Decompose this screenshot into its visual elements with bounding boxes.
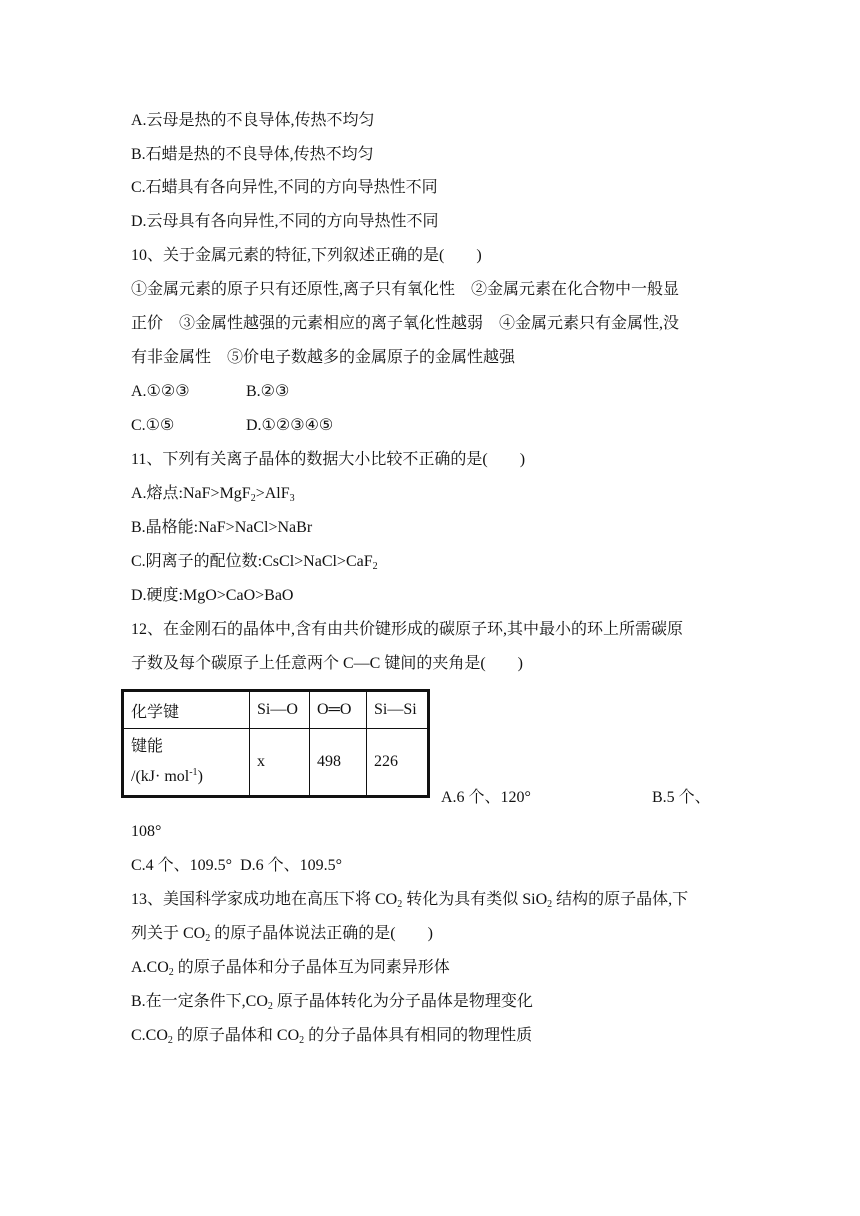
q12-stem-line: 12、在金刚石的晶体中,含有由共价键形成的碳原子环,其中最小的环上所需碳原 xyxy=(131,621,684,638)
q10-statement-line: ①金属元素的原子只有还原性,离子只有氧化性 ②金属元素在化合物中一般显 xyxy=(131,281,680,298)
q9-option-d: D.云母具有各向异性,不同的方向导热性不同 xyxy=(131,213,439,230)
table-row xyxy=(123,729,429,797)
bond-energy-table xyxy=(121,689,430,798)
q10-option-b: B.②③ xyxy=(246,383,290,400)
q12-option-b: B.5 个、 xyxy=(652,789,711,806)
table-cell: 226 xyxy=(367,729,429,797)
table-cell: 498 xyxy=(310,729,367,797)
table-header-cell: O═O xyxy=(310,691,367,729)
table-header-cell: Si—O xyxy=(250,691,310,729)
table-header-cell: 化学键 xyxy=(123,691,250,729)
q13-option-c: $C.CO_2$ 的原子晶体和 $CO_2$ 的分子晶体具有相同的物理性质 xyxy=(131,1027,533,1046)
q9-option-a: A.云母是热的不良导体,传热不均匀 xyxy=(131,112,375,129)
q10-option-d: D.①②③④⑤ xyxy=(246,417,334,434)
row-label-line: 键能 xyxy=(131,738,164,755)
table-row-label xyxy=(123,729,250,797)
q11-option-a: A.熔点:NaF>MgF$_2$>AlF$_3$ xyxy=(131,485,295,504)
q12-option-b-continued: 108° xyxy=(131,823,162,840)
q10-option-a: A.①②③ xyxy=(131,383,190,400)
q13-option-a: $A.CO_2$ 的原子晶体和分子晶体互为同素异形体 xyxy=(131,959,450,978)
q12-stem-line: 子数及每个碳原子上任意两个 C—C 键间的夹角是( ) xyxy=(131,655,524,672)
q11-option-b: B.晶格能:NaF>NaCl>NaBr xyxy=(131,519,313,536)
q10-statement-line: 正价 ③金属性越强的元素相应的离子氧化性越弱 ④金属元素只有金属性,没 xyxy=(131,315,680,332)
q13-option-b: B.在一定条件下$,CO_2$ 原子晶体转化为分子晶体是物理变化 xyxy=(131,993,533,1012)
q11-stem: 11、下列有关离子晶体的数据大小比较不正确的是( ) xyxy=(131,451,526,468)
q12-option-a: A.6 个、120° xyxy=(441,789,531,806)
q11-option-d: D.硬度:MgO>CaO>BaO xyxy=(131,587,294,604)
q13-stem-line: 13、美国科学家成功地在高压下将 $CO_2$ 转化为具有类似 SiO$_2$ 结构的原子晶体,下 xyxy=(131,891,689,910)
q10-statement-line: 有非金属性 ⑤价电子数越多的金属原子的金属性越强 xyxy=(131,349,516,366)
q11-option-c: C.阴离子的配位数:CsCl>NaCl>CaF$_2$ xyxy=(131,553,378,572)
q9-option-c: C.石蜡具有各向异性,不同的方向导热性不同 xyxy=(131,179,438,196)
q10-option-c: C.①⑤ xyxy=(131,417,175,434)
table-header-cell: Si—Si xyxy=(367,691,429,729)
table-cell: x xyxy=(250,729,310,797)
q9-option-b: B.石蜡是热的不良导体,传热不均匀 xyxy=(131,146,374,163)
q13-stem-line: 列关于 $CO_2$ 的原子晶体说法正确的是( ) xyxy=(131,925,433,944)
q10-stem: 10、关于金属元素的特征,下列叙述正确的是( ) xyxy=(131,247,482,264)
row-label-line: /(kJ· mol$^{-1}$) xyxy=(131,767,203,785)
table-header-row xyxy=(123,691,429,729)
q12-options-c-d: C.4 个、109.5° D.6 个、109.5° xyxy=(131,857,343,874)
